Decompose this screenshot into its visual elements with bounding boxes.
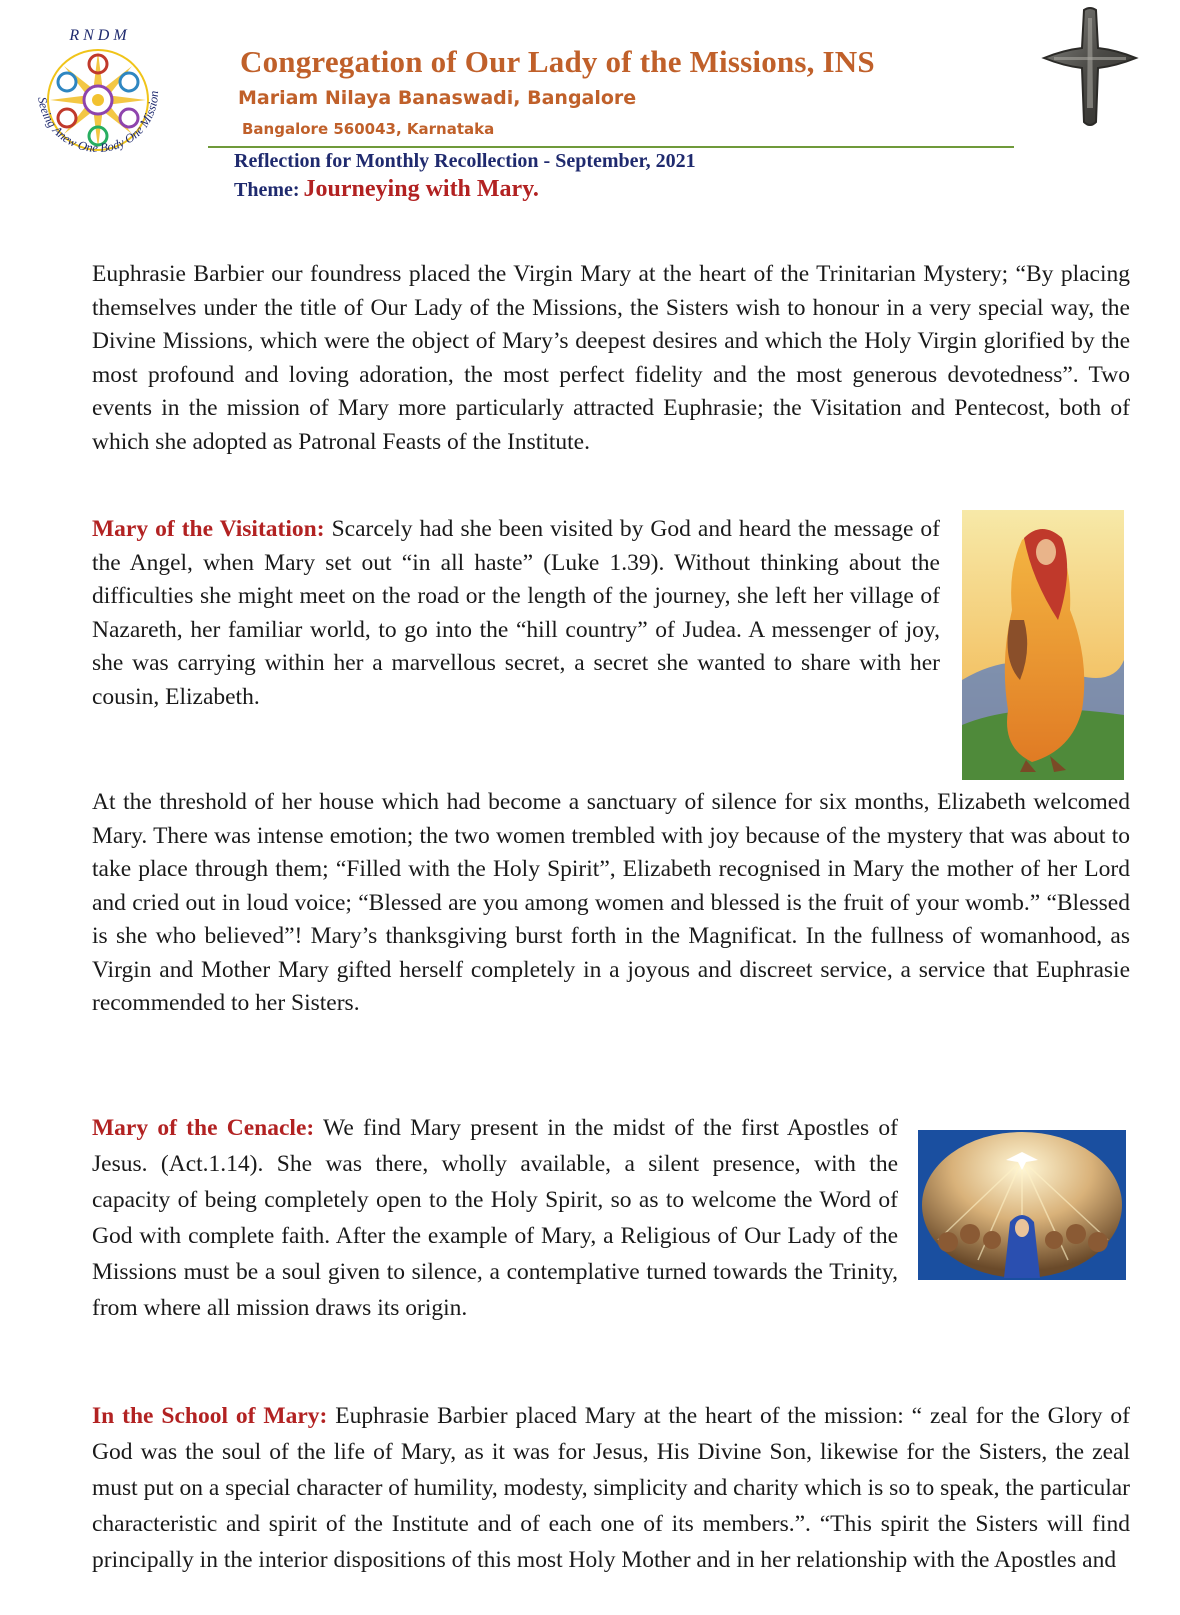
school-of-mary-text: Euphrasie Barbier placed Mary at the heart of the mission: “ zeal for the Glory of God was the soul of the life of Mary, as it was for Jesus, His Divine Son, likewise for the Sisters, the zeal must put on a special character of humility, modesty, simplicity and charity which is so to speak, the particular characteristic and spirit of the Institute and of each one of its members.”. “This spirit the Sisters will find principally in the interior dispositions of this most Holy Mother and in her relationship with the Apostles and [92,1403,1130,1573]
rndm-logo [22,22,174,182]
organization-title: Congregation of Our Lady of the Missions, INS [240,44,875,79]
mary-walking-painting [962,510,1124,780]
organization-location: Mariam Nilaya Banaswadi, Bangalore [238,87,637,109]
school-of-mary-heading: In the School of Mary: [92,1403,328,1429]
visitation-heading: Mary of the Visitation: [92,516,325,542]
visitation-paragraph [92,513,940,714]
pentecost-painting [918,1130,1126,1280]
reflection-heading: Reflection for Monthly Recollection - September, 2021 [234,150,696,172]
cross-pendant-icon [1040,4,1140,130]
logo-top-text: R N D M [69,27,127,44]
cenacle-text: We find Mary present in the midst of the first Apostles of Jesus. (Act.1.14). She was there, wholly available, a silent presence, with the capacity of being completely open to the Holy Spirit, so as to welcome the Word of God with complete faith. After the example of Mary, a Religious of Our Lady of the Missions must be a soul given to silence, a contemplative turned towards the Trinity, from where all mission draws its origin. [92,1115,899,1321]
logo-ring-text: Seeing Anew One Body One Mission [35,90,162,156]
intro-paragraph: Euphrasie Barbier our foundress placed the Virgin Mary at the heart of the Trinitarian Mystery; “By placing themselves under the title of Our Lady of the Missions, the Sisters wish to honour in a very special way, the Divine Missions, which were the object of Mary’s deepest desires and which the Holy Virgin glorified by the most profound and loving adoration, the most perfect fidelity and the most generous devotedness”. Two events in the mission of Mary more particularly attracted Euphrasie; the Visitation and Pentecost, both of which she adopted as Patronal Feasts of the Institute. [92,261,1130,455]
organization-address: Bangalore 560043, Karnataka [242,120,495,138]
elizabeth-paragraph: At the threshold of her house which had become a sanctuary of silence for six months, Elizabeth welcomed Mary. There was intense emotion; the two women trembled with joy because of the mystery that was about to take place through them; “Filled with the Holy Spirit”, Elizabeth recognised in Mary the mother of her Lord and cried out in loud voice; “Blessed are you among women and blessed is the fruit of your womb.” “Blessed is she who believed”! Mary’s thanksgiving burst forth in the Magnificat. In the fullness of womanhood, as Virgin and Mother Mary gifted herself completely in a joyous and discreet service, a service that Euphrasie recommended to her Sisters. [92,789,1130,1016]
cenacle-heading: Mary of the Cenacle: [92,1115,315,1141]
theme-text: Journeying with Mary. [303,176,539,202]
theme-line [234,176,539,203]
school-of-mary-paragraph [92,1398,1130,1578]
header-divider [208,146,1014,148]
theme-label: Theme: [234,179,300,201]
cenacle-paragraph [92,1110,898,1326]
visitation-text: Scarcely had she been visited by God and heard the message of the Angel, when Mary set out “in all haste” (Luke 1.39). Without thinking about the difficulties she might meet on the road or the length of the journey, she left her village of Nazareth, her familiar world, to go into the “hill country” of Judea. A messenger of joy, she was carrying within her a marvellous secret, a secret she wanted to share with her cousin, Elizabeth. [92,516,940,710]
